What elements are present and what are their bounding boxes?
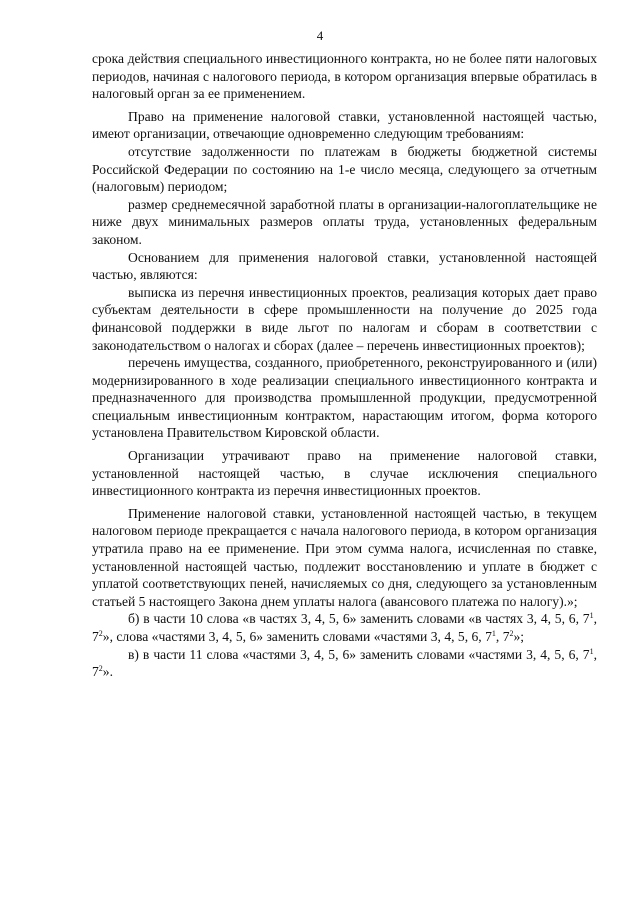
paragraph: перечень имущества, созданного, приобретенного, реконструированного и (или) модернизированного в ходе реализации специального инвестиционного контракта и предназначенного для производства промышленной продукции, предусмотренной специальным инвестиционным контрактом, нарастающим итогом, форма которого установлена Правительством Кировской области.	[92, 355, 597, 441]
amendment-b: б) в части 10 слова «в частях 3, 4, 5, 6» заменить словами «в частях 3, 4, 5, 6, $7^1$, $7^2$», слова «частями 3, 4, 5, 6» заменить словами «частями 3, 4, 5, 6, $7^1$, $7^2$»;	[92, 611, 597, 644]
paragraph: размер среднемесячной заработной платы в организации-налогоплательщике не ниже двух минимальных размеров оплаты труда, установленных федеральным законом.	[92, 196, 597, 247]
amendment-v: в) в части 11 слова «частями 3, 4, 5, 6» заменить словами «частями 3, 4, 5, 6, $7^1$, $7^2$».	[92, 646, 597, 680]
paragraph: Применение налоговой ставки, установленной настоящей частью, в текущем налоговом периоде прекращается с начала налогового периода, в котором организация утратила право на ее применение. При этом сумма налога, исчисленная по ставке, установленной настоящей частью, подлежит восстановлению и уплате в бюджет с уплатой соответствующих пеней, начисляемых со дня, следующего за установленным статьей 5 настоящего Закона днем уплаты налога (авансового платежа по налогу).»;	[92, 505, 597, 609]
paragraph: отсутствие задолженности по платежам в бюджеты бюджетной системы Российской Федерации по состоянию на 1-е число месяца, следующего за отчетным (налоговым) периодом;	[92, 143, 597, 195]
paragraph: выписка из перечня инвестиционных проектов, реализация которых дает право субъектам деятельности в сфере промышленности на получение до 2025 года финансовой поддержки в виде льгот по налогам и сборам в соответствии с законодательством о налогах и сборах (далее – перечень инвестиционных проектов);	[92, 284, 597, 353]
paragraph: Основанием для применения налоговой ставки, установленной настоящей частью, являются:	[92, 249, 597, 283]
paragraph: срока действия специального инвестиционного контракта, но не более пяти налоговых периодов, начиная с налогового периода, в котором организация впервые обратилась в налоговый орган за ее применением.	[92, 51, 597, 102]
paragraph: Организации утрачивают право на применение налоговой ставки, установленной настоящей частью, в случае исключения специального инвестиционного контракта из перечня инвестиционных проектов.	[92, 448, 597, 499]
page-number: 4	[316, 28, 324, 43]
document-body	[92, 50, 597, 681]
paragraph: Право на применение налоговой ставки, установленной настоящей частью, имеют организации, отвечающие одновременно следующим требованиям:	[92, 108, 597, 142]
